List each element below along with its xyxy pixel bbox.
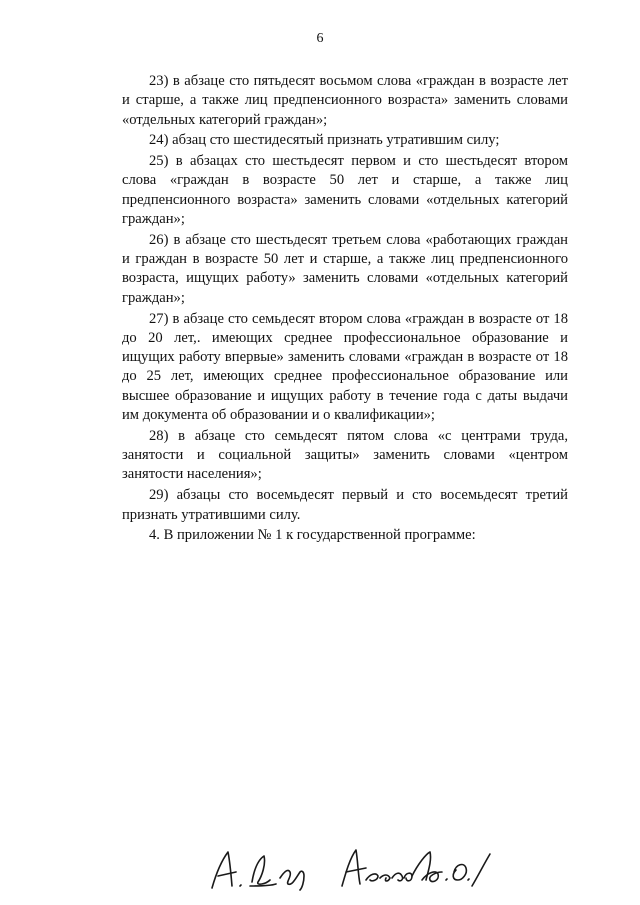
signature-2-stroke-a (342, 850, 360, 886)
page-number: 6 (316, 31, 324, 46)
paragraph-26: 26) в абзаце сто шестьдесят третьем слова «работающих граждан и граждан в возрасте 50 лет и старше, а также лиц предпенсионного возраста, ищущих работу» заменить словами «отдельных категорий граждан»; (122, 231, 568, 306)
paragraph-24: 24) абзац сто шестидесятый признать утратившим силу; (149, 132, 500, 149)
signature-1-stroke-tail (280, 870, 304, 890)
signature-2-stroke-o (453, 865, 466, 880)
paragraph-23: 23) в абзаце сто пятьдесят восьмом слова «граждан в возрасте лет и старше, а также лиц предпенсионного возраста» заменить словами «отдельных категорий граждан»; (122, 73, 568, 128)
document-body (122, 72, 568, 547)
paragraph-section-4: 4. В приложении № 1 к государственной программе: (149, 527, 476, 544)
handwritten-signatures (200, 842, 500, 892)
signature-2-stroke-body (366, 873, 412, 881)
paragraph-25: 25) в абзацах сто шестьдесят первом и сто шестьдесят втором слова «граждан в возрасте 50 лет и старше, а также лиц предпенсионного возраста» заменить словами «отдельных категорий граждан»; (122, 153, 568, 228)
paragraph-27: 27) в абзаце сто семьдесят втором слова «граждан в возрасте от 18 до 20 лет,. имеющих среднее профессиональное образование и ищущих работу впервые» заменить словами «граждан в возрасте от 18 до 25 лет, имеющих среднее профессиональное образование или высшее образование и ищущих работу в течение года с даты выдачи им документа об образовании и о квалификации»; (122, 310, 568, 424)
paragraph-29: 29) абзацы сто восемьдесят первый и сто восемьдесят третий признать утратившими силу. (122, 487, 568, 523)
paragraph-28: 28) в абзаце сто семьдесят пятом слова «с центрами труда, занятости и социальной защиты» заменить словами «центром занятости населения»; (122, 427, 568, 483)
signature-1-stroke-a (212, 852, 232, 888)
signature-1-stroke-d (252, 856, 270, 884)
